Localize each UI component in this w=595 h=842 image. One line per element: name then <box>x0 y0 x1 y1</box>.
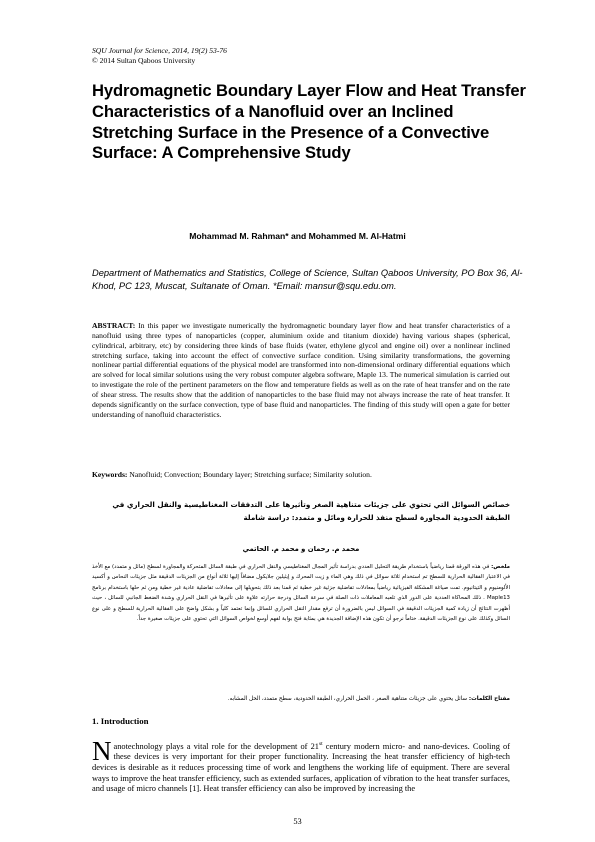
arabic-abstract <box>92 562 510 624</box>
abstract <box>92 321 510 419</box>
arabic-keywords-label: مفتاح الكلمات: <box>468 696 510 702</box>
paper-title: Hydromagnetic Boundary Layer Flow and Heat Transfer Characteristics of a Nanofluid over an Inclined Stretching Surface in the Presence of a Convective Surface: A Comprehensive Study <box>92 81 526 163</box>
keywords <box>92 470 510 479</box>
abstract-label: ABSTRACT: <box>92 321 136 330</box>
introduction-text: anotechnology plays a vital role for the development of 21st century modern micro- and nano-devices. Cooling of these devices is very important for their proper functionality. Increasing the heat transfer efficiency of high-tech devices is desirable as it reduces processing time of work and lengthens the working life of equipment. There are several ways to improve the heat transfer efficiency, such as extended surfaces, application of vibration to the heat transfer surfaces, and usage of micro channels [1]. Heat transfer efficiency can also be improved by increasing the <box>92 741 510 794</box>
arabic-abstract-label: ملخص: <box>491 564 510 570</box>
keywords-label: Keywords: <box>92 470 128 479</box>
abstract-text: In this paper we investigate numerically the hydromagnetic boundary layer flow and heat transfer characteristics of a nanofluid using three types of nanoparticles (copper, aluminium oxide and titanium dioxide) having various shapes (spherical, cylindrical, arbitrary, etc) by considering three kinds of base fluids (water, ethylene glycol and engine oil) over a nonlinear inclined stretching surface, taking into account the effect of convective surface condition. Using similarity transformations, the governing nonlinear partial differential equations of the physical model are transformed into non-dimensional ordinary differential equations which are solved for local similar solutions using the very robust computer algebra software, Maple 13. The numerical simulation is carried out to investigate the role of the pertinent parameters on the flow and temperature fields as well as on the rate of heat transfer and on the rate of shear stress. The results show that the addition of nanoparticles to the base fluid may not always increase the rate of heat transfer. It depends significantly on the surface convection, type of base fluid and nanoparticles. The finding of this study will open a gate for better understanding of nanofluid characteristics. <box>92 321 510 419</box>
arabic-abstract-text: في هذه الورقة قمنا رياضياً باستخدام طريقة التحليل العددي بدراسة تأثير المجال المغناطيسي والنقل الحراري في طبقة السائل المتحركة والمجاورة لسطح (مائل و متمدد) مع الأخذ في الاعتبار الفقالية الحرارية للسطح تم استخدام ثلاثة سوائل في ذلك وهي الماء و زيت المحرك و إيثيلين جلايكول مضافاً إليها ثلاثة أنواع من الجزيئات الدقيقة مثل جزيئات النحاس و أكسيد الألومنيوم و التيتانيوم. تمت صياغة المشكلة الفيزيائية رياضياً بمعادلات تفاضلية جزئية غير خطية ثم قمنا بعد ذلك بتحويلها إلى معادلات تفاضلية عادية غير خطية ومن ثم حلها باستخدام برنامج Maple13 . ذلك المحاكاة العددية على الدور الذي تلعبه المعاملات ذات الصلة في سرعة السائل ودرجة حرارته علاوة على تأثيرها في النقل الحراري وشدة الضغط الجانبي للسائل ، حيث أظهرت النتائج أن زيادة كمية الجزيئات الدقيقة في السوائل ليس بالضرورة أن ترفع مقدار النقل الحراري للسائل وإنما تعتمد كلياً و بشكل واضح على الفقالية الحرارية للسطح و على نوع السائل وكذلك على نوع الجزيئات الدقيقة. ختاماً نرجو أن تكون هذه الإضافة الجديدة هي بمثابة فتح بوابة لفهم أوسع لخواص السوائل التي تحتوي على جزيئات صغيرة جداً. <box>92 564 510 623</box>
copyright-notice: © 2014 Sultan Qaboos University <box>92 55 196 65</box>
author-list: Mohammad M. Rahman* and Mohammed M. Al-Hatmi <box>189 231 406 241</box>
introduction-paragraph <box>92 736 510 795</box>
section-heading-introduction: 1. Introduction <box>92 716 149 726</box>
journal-citation: SQU Journal for Science, 2014, 19(2) 53-76 <box>92 46 227 55</box>
page-number: 53 <box>293 817 302 826</box>
keywords-text: Nanofluid; Convection; Boundary layer; Stretching surface; Similarity solution. <box>129 470 372 479</box>
arabic-authors: محمد م. رحمان و محمد م. الحاتمي <box>242 545 360 553</box>
arabic-title: خصائص السوائل التي تحتوي على جزيئات متناهية الصغر وتأثيرها على التدفقات المغناطيسية والنقل الحراري في الطبقة الحدودية المجاورة لسطح منفذ للحرارة ومائل و متمدد: دراسة شاملة <box>112 500 510 522</box>
arabic-keywords-text: سائل يحتوي على جزيئات متناهية الصغر ، الحمل الحراري، الطبقة الحدودية، سطح متمدد، الحل المشابه. <box>227 696 468 702</box>
drop-cap: N <box>92 736 112 766</box>
affiliation: Department of Mathematics and Statistics, College of Science, Sultan Qaboos University, PO Box 36, Al-Khod, PC 123, Muscat, Sultanate of Oman. *Email: mansur@squ.edu.om. <box>92 268 523 292</box>
arabic-keywords <box>92 696 510 702</box>
journal-header <box>92 46 227 65</box>
